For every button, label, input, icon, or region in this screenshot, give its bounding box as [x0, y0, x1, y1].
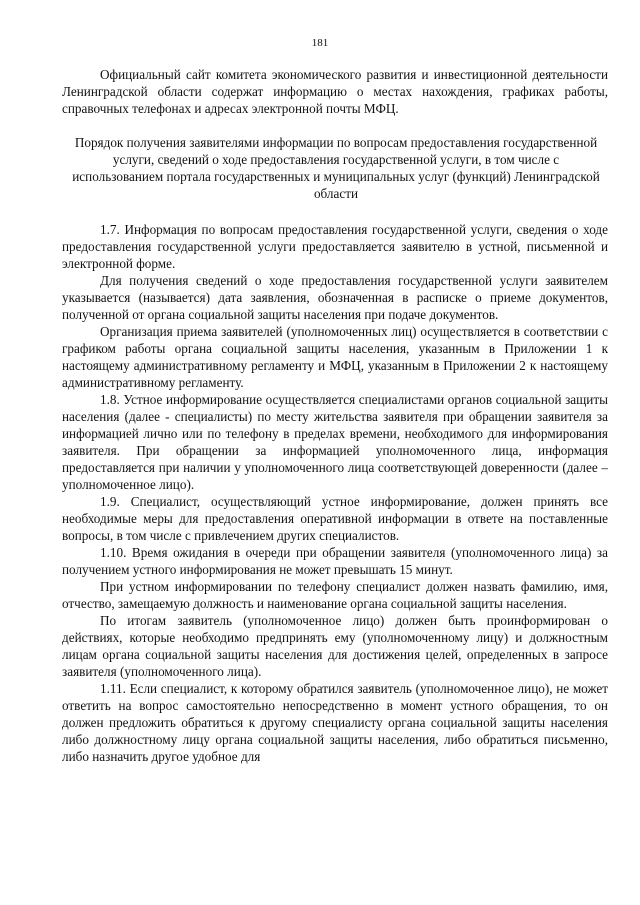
section-heading: Порядок получения заявителями информации по вопросам предоставления государственной услуги, сведений о ходе предоставления государственной услуги, в том числе с использованием портала государственных и муниципальных услуг (функций) Ленинградской области — [72, 135, 600, 201]
paragraph-1-8: 1.8. Устное информирование осуществляется специалистами органов социальной защиты населения (далее - специалисты) по месту жительства заявителя при обращении заявителя за информацией лично или по телефону в пределах времени, необходимого для информирования заявителя. При обращении за информацией уполномоченного лица, информация предоставляется при наличии у уполномоченного лица соответствующей доверенности (далее – уполномоченное лицо). — [62, 392, 608, 492]
paragraph-reception: Организация приема заявителей (уполномоченных лиц) осуществляется в соответствии с графиком работы органа социальной защиты населения, указанным в Приложении 1 к настоящему административному регламенту и МФЦ, указанным в Приложении 2 к настоящему административному регламенту. — [62, 324, 608, 390]
intro-paragraph: Официальный сайт комитета экономического развития и инвестиционной деятельности Ленинградской области содержат информацию о местах нахождения, графиках работы, справочных телефонах и адресах электронной почты МФЦ. — [62, 67, 608, 116]
page-number: 181 — [311, 37, 329, 49]
paragraph-1-9: 1.9. Специалист, осуществляющий устное информирование, должен принять все необходимые меры для предоставления оперативной информации в ответе на поставленные вопросы, в том числе с привлечением других специалистов. — [62, 494, 608, 543]
body-text — [62, 221, 608, 765]
paragraph-1-7: 1.7. Информация по вопросам предоставления государственной услуги, сведения о ходе предоставления государственной услуги предоставляется заявителю в устной, письменной и электронной форме. — [62, 222, 608, 271]
paragraph-phone-info: При устном информировании по телефону специалист должен назвать фамилию, имя, отчество, замещаемую должность и наименование органа социальной защиты населения. — [62, 579, 608, 611]
paragraph-1-11: 1.11. Если специалист, к которому обратился заявитель (уполномоченное лицо), не может ответить на вопрос самостоятельно непосредственно в момент устного обращения, то он должен предложить обратиться к другому специалисту органа социальной защиты населения либо должностному лицу органа социальной защиты населения, либо обратиться письменно, либо назначить другое удобное для — [62, 681, 608, 764]
paragraph-status-info: Для получения сведений о ходе предоставления государственной услуги заявителем указывается (называется) дата заявления, обозначенная в расписке о приеме документов, полученной от органа социальной защиты населения при подаче документов. — [62, 273, 608, 322]
paragraph-1-10: 1.10. Время ожидания в очереди при обращении заявителя (уполномоченного лица) за получением устного информирования не может превышать 15 минут. — [62, 545, 608, 577]
paragraph-results: По итогам заявитель (уполномоченное лицо) должен быть проинформирован о действиях, которые необходимо предпринять ему (уполномоченному лицу) и должностным лицам органа социальной защиты населения для достижения целей, определенных в запросе заявителя (уполномоченного лица). — [62, 613, 608, 679]
